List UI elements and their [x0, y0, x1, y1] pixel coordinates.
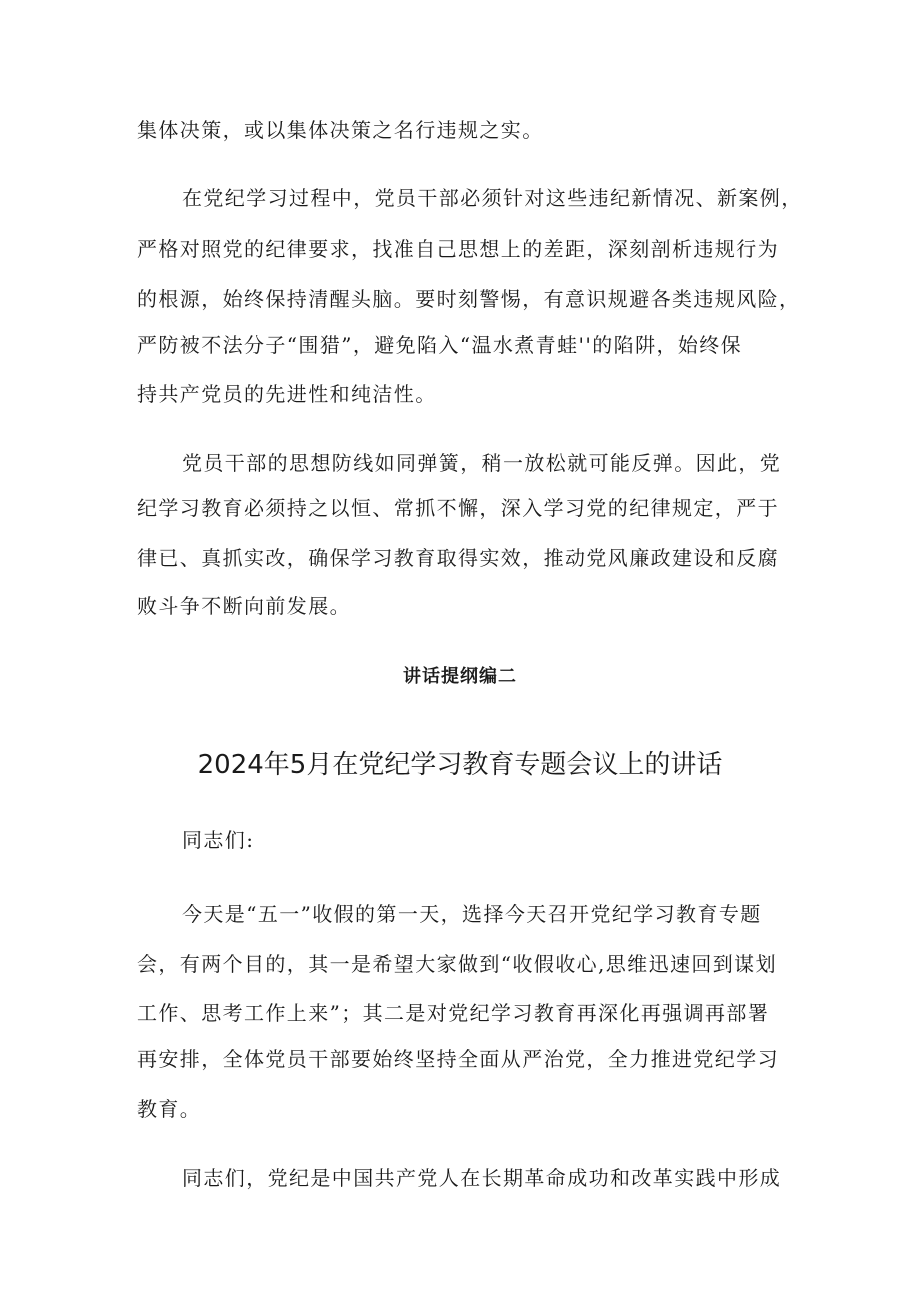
paragraph-line: 教育。 [137, 1097, 202, 1121]
paragraph-line: 同志们，党纪是中国共产党人在长期革命成功和改革实践中形成 [182, 1166, 782, 1190]
paragraph-line: 律已、真抓实改，确保学习教育取得实效，推动党风廉政建设和反腐 [137, 546, 779, 570]
paragraph-line: 严格对照党的纪律要求，找准自己思想上的差距，深刻剖析违规行为 [137, 237, 779, 261]
paragraph-line: 持共产党员的先进性和纯洁性。 [137, 382, 437, 406]
paragraph-line: 党员干部的思想防线如同弹簧，稍一放松就可能反弹。因此，党 [182, 451, 782, 475]
paragraph-line: 严防被不法分子“围猎”，避免陷入“温水煮青蛙''的陷阱，始终保 [137, 333, 743, 357]
paragraph-line: 工作、思考工作上来”；其二是对党纪学习教育再深化再强调再部署 [137, 1001, 770, 1025]
paragraph-line: 的根源，始终保持清醒头脑。要时刻警惕，有意识规避各类违规风险， [137, 287, 801, 311]
paragraph-line: 在党纪学习过程中，党员干部必须针对这些违纪新情况、新案例， [182, 186, 803, 210]
paragraph-line: 会，有两个目的，其一是希望大家做到“收假收心,思维迅速回到谋划 [137, 952, 777, 976]
speech-title: 2024年5月在党纪学习教育专题会议上的讲话 [197, 750, 723, 780]
paragraph-line: 集体决策，或以集体决策之名行违规之实。 [137, 118, 544, 142]
paragraph-line: 今天是“五一”收假的第一天，选择今天召开党纪学习教育专题 [182, 902, 762, 926]
paragraph-line: 再安排，全体党员干部要始终坚持全面从严治党，全力推进党纪学习 [137, 1047, 779, 1071]
section-label: 讲话提纲编二 [403, 666, 517, 687]
greeting: 同志们: [182, 828, 255, 852]
paragraph-line: 纪学习教育必须持之以恒、常抓不懈，深入学习党的纪律规定，严于 [137, 496, 779, 520]
paragraph-line: 败斗争不断向前发展。 [137, 594, 351, 618]
